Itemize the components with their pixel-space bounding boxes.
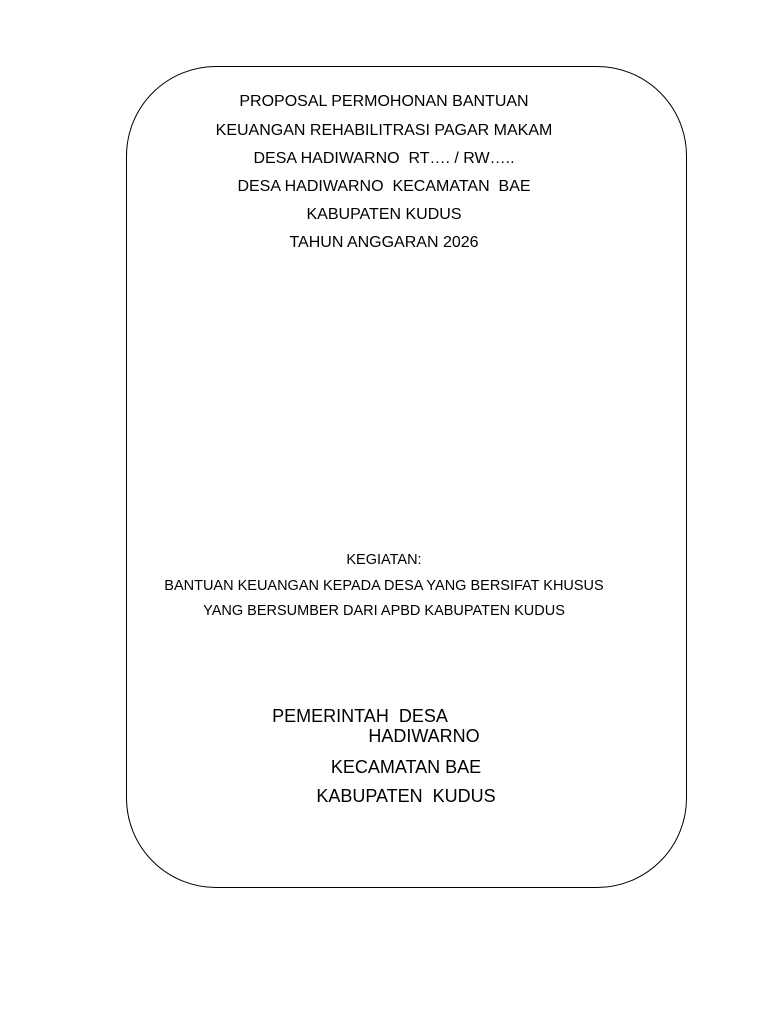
title-line-3: DESA HADIWARNO RT…. / RW…..	[253, 150, 515, 167]
title-line-6: TAHUN ANGGARAN 2026	[289, 234, 479, 251]
title-line-2: KEUANGAN REHABILITRASI PAGAR MAKAM	[215, 122, 553, 139]
title-line-1: PROPOSAL PERMOHONAN BANTUAN	[239, 93, 529, 110]
government-line-2: HADIWARNO	[368, 726, 480, 746]
title-line-5: KABUPATEN KUDUS	[306, 206, 462, 223]
activity-line-1: BANTUAN KEUANGAN KEPADA DESA YANG BERSIFAT KHUSUS	[164, 578, 604, 594]
title-line-4: DESA HADIWARNO KECAMATAN BAE	[237, 178, 531, 195]
activity-label: KEGIATAN:	[346, 552, 422, 568]
government-line-4: KABUPATEN KUDUS	[316, 786, 496, 806]
government-line-3: KECAMATAN BAE	[330, 757, 482, 777]
government-line-1: PEMERINTAH DESA	[272, 706, 448, 726]
activity-line-2: YANG BERSUMBER DARI APBD KABUPATEN KUDUS	[203, 603, 565, 619]
